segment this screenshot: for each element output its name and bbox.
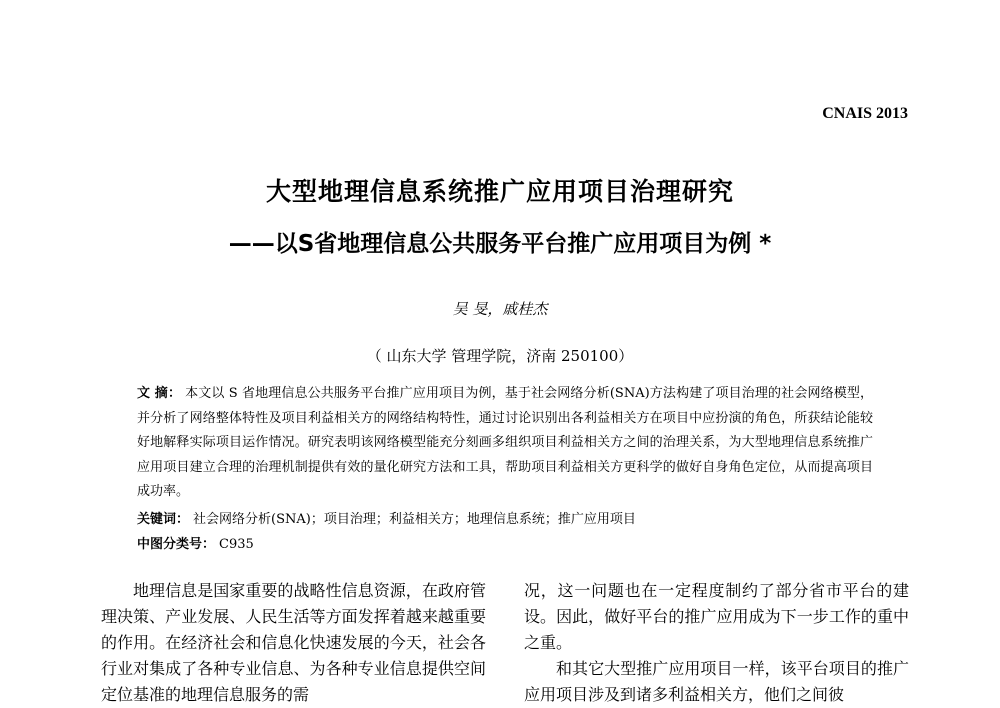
keywords-text: 社会网络分析(SNA)；项目治理；利益相关方；地理信息系统；推广应用项目 [193,512,636,527]
conference-tag: CNAIS 2013 [822,105,908,122]
authors: 吴 旻，戚桂杰 [452,300,548,318]
body-right-column [524,578,909,708]
body-paragraph: 和其它大型推广应用项目一样，该平台项目的推广应用项目涉及到诸多利益相关方，他们之间彼 [524,659,909,704]
body-paragraph: 况，这一问题也在一定程度制约了部分省市平台的建设。因此，做好平台的推广应用成为下一步工作的重中之重。 [524,581,909,652]
keywords-label: 关键词： [137,512,190,527]
abstract-text: 本文以 S 省地理信息公共服务平台推广应用项目为例，基于社会网络分析(SNA)方法构建了项目治理的社会网络模型，并分析了网络整体特性及项目利益相关方的网络结构特性，通过讨论识别出各利益相关方在项目中应扮演的角色，所获结论能较好地解释实际项目运作情况。研究表明该网络模型能充分刻画多组织项目利益相关方之间的治理关系，为大型地理信息系统推广应用项目建立合理的治理机制提供有效的量化研究方法和工具，帮助项目利益相关方更科学的做好自身角色定位，从而提高项目成功率。 [137,386,874,500]
body-paragraph: 地理信息是国家重要的战略性信息资源，在政府管理决策、产业发展、人民生活等方面发挥着越来越重要的作用。在经济社会和信息化快速发展的今天，社会各行业对集成了各种专业信息、为各种专业信息提供空间定位基准的地理信息服务的需 [101,581,486,704]
paper-subtitle: ——以S省地理信息公共服务平台推广应用项目为例 * [228,231,772,257]
classification-text: C935 [219,537,254,552]
abstract-label: 文 摘： [137,386,182,401]
abstract [137,382,873,505]
classification-label: 中图分类号： [137,537,216,552]
paper-title: 大型地理信息系统推广应用项目治理研究 [265,177,734,206]
affiliation: （ 山东大学 管理学院，济南 250100） [366,347,634,365]
keywords [137,508,636,527]
body-left-column [101,578,486,708]
classification [137,533,254,552]
